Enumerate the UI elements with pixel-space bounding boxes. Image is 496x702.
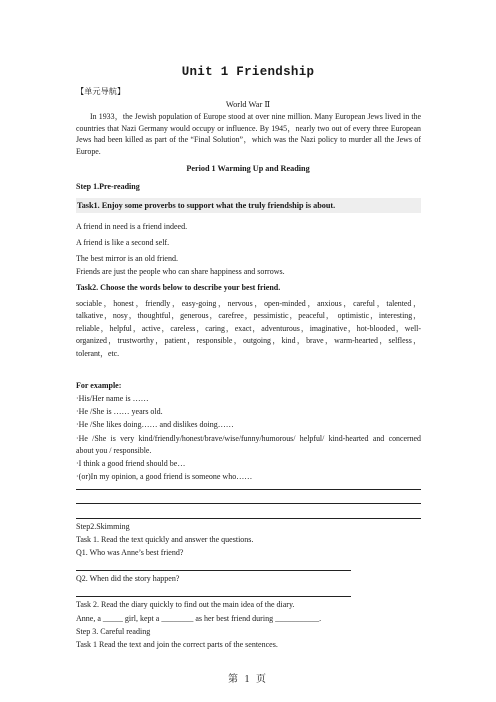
step2-task2: Task 2. Read the diary quickly to find out the main idea of the diary. (76, 600, 295, 609)
step2-task1: Task 1. Read the text quickly and answer the questions. (76, 535, 254, 544)
period-heading: Period 1 Warming Up and Reading (186, 164, 310, 173)
fill-in-blank-sentence: Anne, a _____ girl, kept a ________ as her best friend during ___________. (76, 614, 322, 623)
unit-title: Unit 1 Friendship (181, 65, 315, 79)
unit-navigation-label: 【单元导航】 (76, 87, 126, 96)
task2-heading: Task2. Choose the words below to describe your best friend. (76, 283, 281, 292)
answer-line (76, 518, 421, 519)
world-war-heading: World War Ⅱ (225, 100, 271, 109)
example-line: ·His/Her name is …… (76, 394, 149, 403)
example-long-line: ·He /She is very kind/friendly/honest/brave/wise/funny/humorous/ helpful/ kind-hearted and concerned about you / responsible. (76, 434, 421, 456)
answer-line (76, 570, 351, 571)
question-1: Q1. Who was Anne’s best friend? (76, 548, 184, 557)
example-line: ·I think a good friend should be… (76, 459, 186, 468)
page-number-footer: 第 1 页 (228, 674, 268, 685)
proverb-2: A friend is like a second self. (76, 238, 170, 247)
question-2: Q2. When did the story happen? (76, 574, 180, 583)
answer-line (76, 596, 351, 597)
proverb-4: Friends are just the people who can share happiness and sorrows. (76, 267, 285, 276)
proverb-1: A friend in need is a friend indeed. (76, 222, 188, 231)
step3-task1: Task 1 Read the text and join the correct parts of the sentences. (76, 640, 278, 649)
answer-line (76, 503, 421, 504)
example-line: ·(or)In my opinion, a good friend is someone who…… (76, 472, 253, 481)
answer-line (76, 489, 421, 490)
example-line: ·He /She is …… years old. (76, 407, 163, 416)
step3-heading: Step 3. Careful reading (76, 627, 151, 636)
intro-paragraph: In 1933，the Jewish population of Europe stood at over nine million. Many European Jews lived in the countries that Nazi Germany would occupy or influence. By 1945，nearly two out of every three European Jews had been killed as part of the “Final Solution”，which was the Nazi policy to murder all the Jews of Europe. (76, 112, 421, 156)
proverb-3: The best mirror is an old friend. (76, 254, 178, 263)
adjective-word-list: sociable，honest，friendly，easy-going，nervous，open-minded，anxious，careful，talented，talkative，nosy，thoughtful，generous，carefree，pessimistic，peaceful， optimistic，interesting，reliable，helpful，active，careless，caring，exact，adventurous，imaginative，hot-blooded，well-organized，trustworthy，patient，responsible，outgoing，kind，brave，warm-hearted，selfless，tolerant，etc. (76, 299, 421, 358)
task1-heading: Task1. Enjoy some proverbs to support what the truly friendship is about. (77, 201, 336, 210)
example-line: ·He /She likes doing…… and dislikes doing…… (76, 420, 234, 429)
step2-heading: Step2.Skimming (76, 522, 130, 531)
for-example-label: For example: (76, 381, 122, 390)
step1-heading: Step 1.Pre-reading (76, 182, 140, 191)
